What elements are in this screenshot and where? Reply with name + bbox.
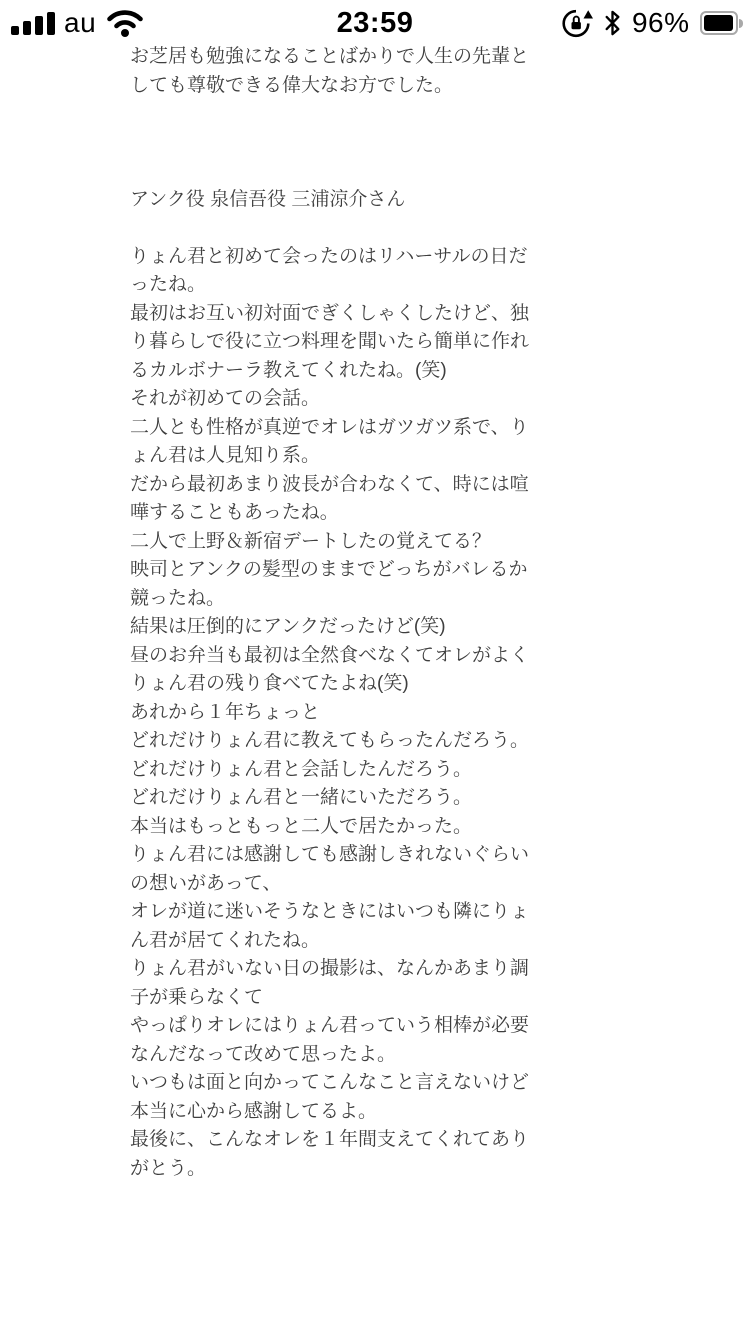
clock: 23:59	[336, 6, 414, 39]
text-line: 最初はお互い初対面でぎくしゃくしたけど、独	[130, 302, 530, 324]
text-line: の想いがあって、	[130, 872, 282, 894]
bluetooth-icon	[603, 9, 622, 37]
status-bar-right	[560, 0, 743, 46]
text-line: 結果は圧倒的にアンクだったけど(笑)	[130, 616, 446, 637]
text-line: 嘩することもあったね。	[130, 502, 339, 523]
battery-icon	[700, 11, 744, 35]
text-line: しても尊敬できる偉大なお方でした。	[130, 74, 454, 96]
intro-paragraph	[130, 43, 534, 100]
text-line: 二人で上野＆新宿デートしたの覚えてる？	[130, 530, 492, 552]
text-line: やっぱりオレにはりょん君っていう相棒が必要	[130, 1015, 530, 1036]
text-line: ったね。	[130, 274, 207, 295]
text-line: あれから１年ちょっと	[130, 701, 321, 723]
text-line: 本当に心から感謝してるよ。	[130, 1100, 378, 1122]
text-line: オレが道に迷いそうなときにはいつも隣にりょ	[130, 901, 530, 922]
text-line: りょん君と初めて会ったのはリハーサルの日だ	[130, 245, 528, 267]
text-line: りょん君には感謝しても感謝しきれないぐらい	[130, 844, 530, 865]
text-line: どれだけりょん君と会話したんだろう。	[130, 758, 473, 780]
text-line: 二人とも性格が真逆でオレはガツガツ系で、り	[130, 416, 529, 438]
text-line: ん君が居てくれたね。	[130, 929, 321, 951]
text-line: がとう。	[130, 1157, 207, 1179]
battery-percent: 96%	[631, 7, 690, 38]
text-line: りょん君がいない日の撮影は、なんかあまり調	[130, 958, 530, 979]
text-line: だから最初あまり波長が合わなくて、時には喧	[130, 473, 529, 495]
text-line: 本当はもっともっと二人で居たかった。	[130, 815, 473, 837]
text-line: りょん君の残り食べてたよね(笑)	[130, 673, 409, 694]
text-line: 競ったね。	[130, 587, 226, 609]
text-line: り暮らしで役に立つ料理を聞いたら簡単に作れ	[130, 331, 530, 352]
article-body	[130, 43, 534, 1183]
section-heading: アンク役 泉信吾役 三浦涼介さん	[130, 188, 406, 210]
text-line: るカルボナーラ教えてくれたね。(笑)	[130, 359, 447, 381]
status-bar	[0, 0, 750, 46]
text-line: どれだけりょん君に教えてもらったんだろう。	[130, 730, 530, 751]
text-line: いつもは面と向かってこんなこと言えないけど	[130, 1072, 530, 1093]
text-line: お芝居も勉強になることばかりで人生の先輩と	[130, 46, 530, 67]
text-line: なんだなって改めて思ったよ。	[130, 1043, 397, 1065]
carrier-label: au	[64, 7, 97, 38]
text-line: ょん君は人見知り系。	[130, 445, 321, 466]
text-line: 映司とアンクの髪型のままでどっちがバレるか	[130, 559, 528, 580]
main-paragraph	[130, 243, 534, 1184]
text-line: 子が乗らなくて	[130, 986, 264, 1008]
text-line: それが初めての会話。	[130, 388, 321, 409]
rotation-lock-icon	[560, 8, 593, 39]
text-line: 最後に、こんなオレを１年間支えてくれてあり	[130, 1129, 530, 1150]
text-line: どれだけりょん君と一緒にいただろう。	[130, 787, 473, 808]
text-line: 昼のお弁当も最初は全然食べなくてオレがよく	[130, 644, 530, 666]
